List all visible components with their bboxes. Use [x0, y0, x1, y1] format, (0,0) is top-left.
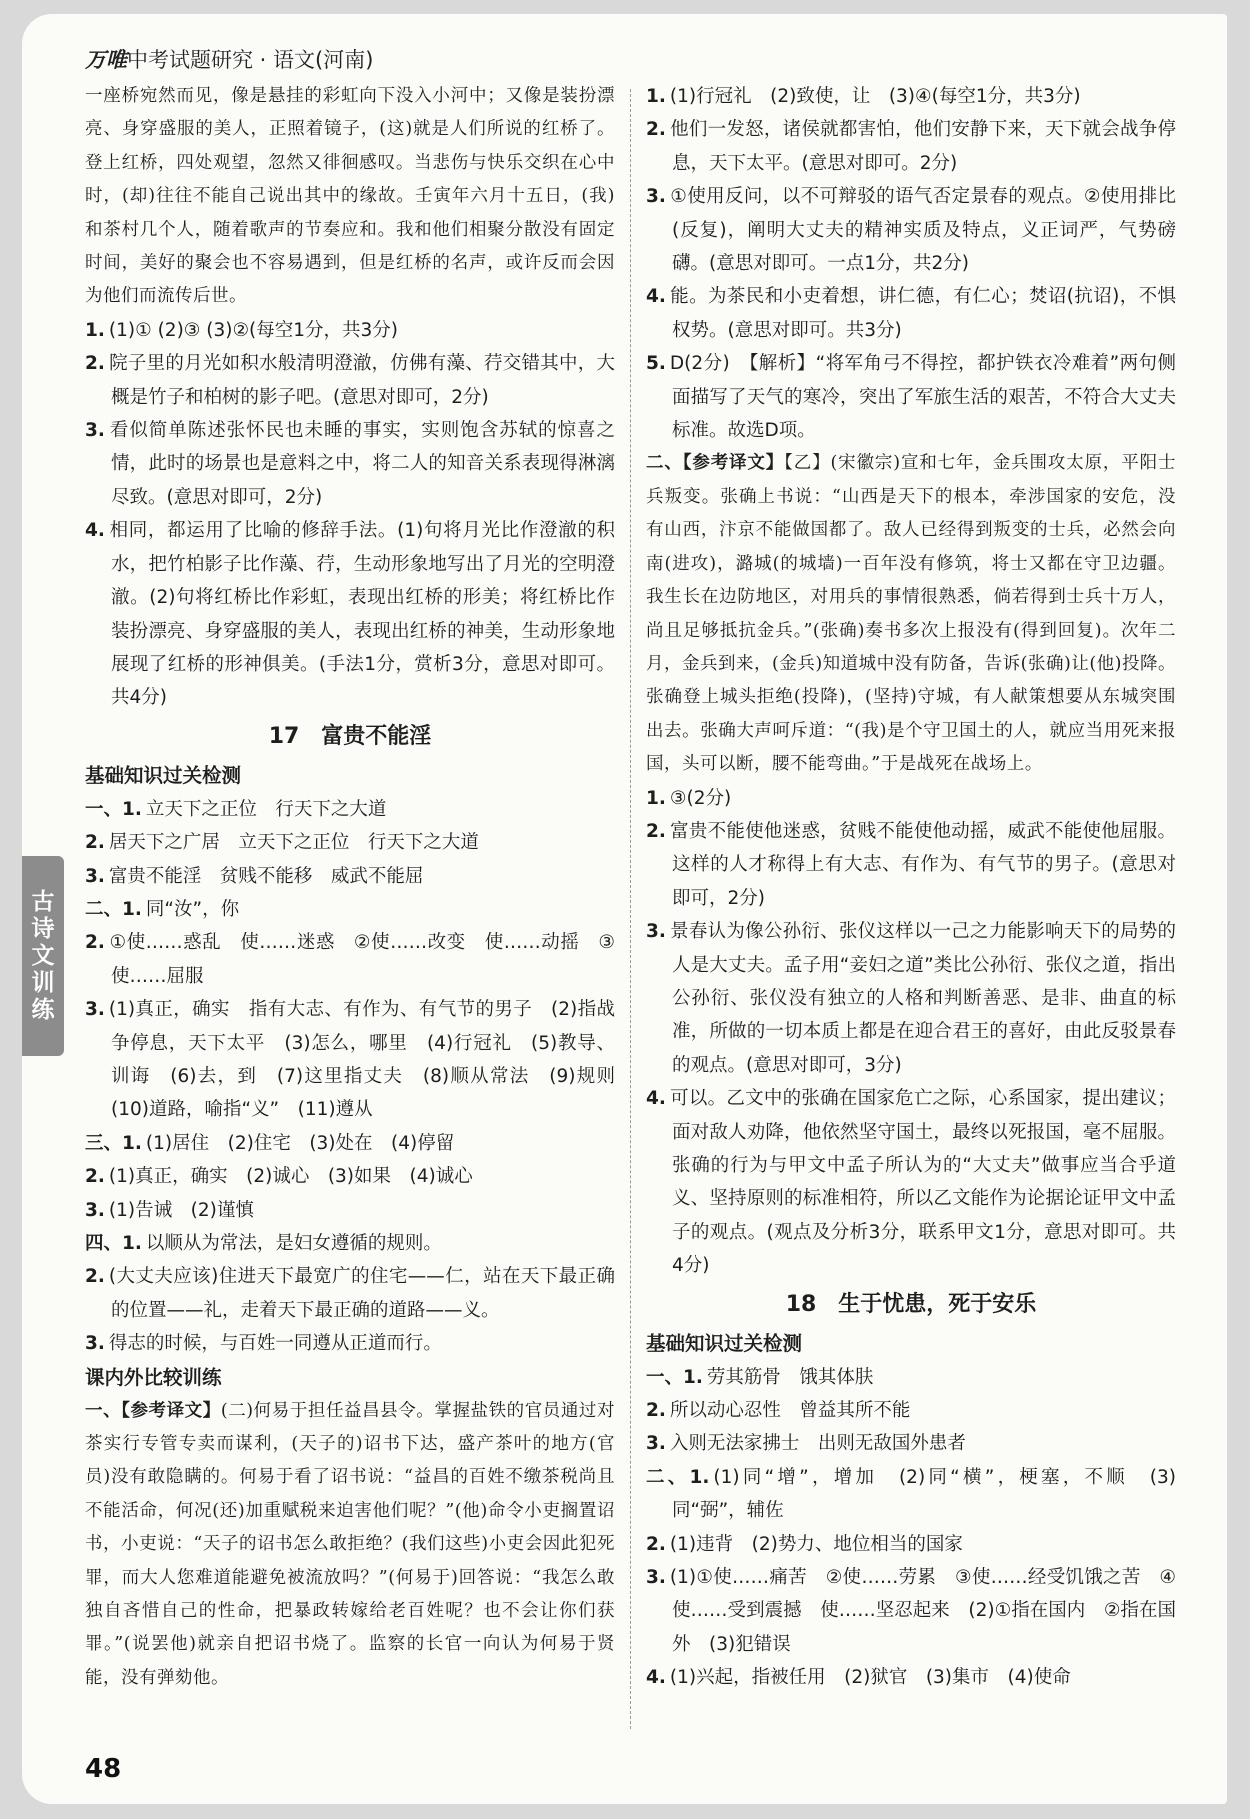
answer-list-17-basic — [85, 793, 634, 1361]
page-number: 48 — [85, 1754, 122, 1784]
answer-item: 1. (1)① (2)③ (3)②(每空1分，共3分) — [85, 319, 399, 341]
section-heading-basic: 基础知识过关检测 — [85, 763, 242, 787]
lesson-title-17: 17 富贵不能淫 — [268, 723, 432, 749]
answer-item: 4. 相同，都运用了比喻的修辞手法。(1)句将月光比作澄澈的积水，把竹柏影子比作藻、荇，生动形象地写出了月光的空明澄澈。(2)句将红桥比作彩虹，表现出红桥的形美；将红桥比作装扮漂亮、身穿盛服的美人，表现出红桥的神美，生动形象地展现了红桥的形神俱美。(手法1分，赏析3分，意思对即可。共4分) — [85, 520, 615, 709]
answer-item: 三、1. (1)居住 (2)住宅 (3)处在 (4)停留 — [85, 1132, 455, 1154]
page-header — [85, 44, 373, 74]
answer-list-16 — [85, 314, 615, 715]
answer-item: 3. 得志的时候，与百姓一同遵从正道而行。 — [85, 1333, 442, 1355]
answer-item: 3. 景春认为像公孙衍、张仪这样以一己之力能影响天下的局势的人是大丈夫。孟子用“妾妇之道”类比公孙衍、张仪之道，指出公孙衍、张仪没有独立的人格和判断善恶、是非、曲直的标准，所做的一切本质上都是在迎合君王的喜好，由此反驳景春的观点。(意思对即可，3分) — [646, 921, 1176, 1076]
translation-tag: 一、【参考译文】 — [85, 1400, 221, 1421]
answer-item: 2. (大丈夫应该)住进天下最宽广的住宅——仁，站在天下最正确的位置——礼，走着天下最正确的道路——义。 — [85, 1266, 615, 1321]
answer-item: 4. (1)兴起，指被任用 (2)狱官 (3)集市 (4)使命 — [646, 1667, 1071, 1689]
answer-item: 3. (1)真正，确实 指有大志、有作为、有气节的男子 (2)指战争停息，天下太平 (3)怎么，哪里 (4)行冠礼 (5)教导、训诲 (6)去，到 (7)这里指丈夫 (8)顺从常法 (9)规则 (10)道路，喻指“义” (11)遵从 — [85, 999, 634, 1121]
answer-list-17-part2 — [646, 782, 1176, 1283]
answer-item: 二、1. (1)同“增”，增加 (2)同“横”，梗塞，不顺 (3)同“弼”，辅佐 — [646, 1466, 1176, 1522]
answer-page — [22, 14, 1227, 1804]
answer-item: 2. 他们一发怒，诸侯就都害怕，他们安静下来，天下就会战争停息，天下太平。(意思对即可。2分) — [646, 119, 1176, 174]
answer-item: 2. 院子里的月光如积水般清明澄澈，仿佛有藻、荇交错其中，大概是竹子和柏树的影子吧。(意思对即可，2分) — [85, 353, 615, 408]
answer-item: 一、1. 劳其筋骨 饿其体肤 — [646, 1366, 874, 1388]
answer-item: 3. (1)①使……痛苦 ②使……劳累 ③使……经受饥饿之苦 ④使……受到震撼 使……坚忍起来 (2)①指在国内 ②指在国外 (3)犯错误 — [646, 1567, 1176, 1655]
answer-list-17-compare — [646, 80, 1176, 447]
answer-item: 2. (1)真正，确实 (2)诚心 (3)如果 (4)诚心 — [85, 1166, 473, 1188]
answer-item: 5. D(2分) 【解析】“将军角弓不得控，都护铁衣冷难着”两句侧面描写了天气的寒冷，突出了军旅生活的艰苦，不符合大丈夫标准。故选D项。 — [646, 353, 1176, 442]
side-tab: 古诗文训练 — [22, 856, 64, 1056]
answer-item: 1. ③(2分) — [646, 787, 732, 809]
answer-item: 1. (1)行冠礼 (2)致使，让 (3)④(每空1分，共3分) — [646, 86, 1081, 107]
book-title: 中考试题研究 · 语文(河南) — [127, 48, 374, 72]
answer-item: 一、1. 立天下之正位 行天下之大道 — [85, 798, 387, 820]
answer-item: 3. 入则无法家拂士 出则无敌国外患者 — [646, 1433, 966, 1455]
answer-item: 4. 可以。乙文中的张确在国家危亡之际，心系国家，提出建议；面对敌人劝降，他依然坚守国土，最终以死报国，毫不屈服。张确的行为与甲文中孟子所认为的“大丈夫”做事应当合乎道义、坚持原则的标准相符，所以乙文能作为论据论证甲文中孟子的观点。(观点及分析3分，联系甲文1分，意思对即可。共4分) — [646, 1088, 1176, 1277]
right-column — [646, 80, 1176, 1695]
lesson-title-18: 18 生于忧患，死于安乐 — [785, 1291, 1037, 1317]
answer-item: 3. ①使用反问，以不可辩驳的语气否定景春的观点。②使用排比(反复)，阐明大丈夫的精神实质及特点，义正词严，气势磅礴。(意思对即可。一点1分，共2分) — [646, 186, 1176, 275]
answer-item: 2. ①使……惑乱 使……迷惑 ②使……改变 使……动摇 ③使……屈服 — [85, 932, 615, 987]
left-column — [85, 80, 634, 1695]
answer-item: 2. (1)违背 (2)势力、地位相当的国家 — [646, 1533, 963, 1555]
column-divider — [630, 89, 631, 1729]
answer-item: 3. (1)告诫 (2)谨慎 — [85, 1199, 254, 1221]
section-heading-basic-18: 基础知识过关检测 — [646, 1331, 803, 1355]
answer-item: 四、1. 以顺从为常法，是妇女遵循的规则。 — [85, 1233, 442, 1254]
answer-item: 2. 所以动心忍性 曾益其所不能 — [646, 1400, 911, 1422]
answer-list-18-basic — [646, 1361, 1176, 1695]
answer-item: 2. 富贵不能使他迷惑，贫贱不能使他动摇，威武不能使他屈服。这样的人才称得上有大志、有作为、有气节的男子。(意思对即可，2分) — [646, 820, 1176, 909]
answer-item: 4. 能。为茶民和小吏着想，讲仁德，有仁心；焚诏(抗诏)，不惧权势。(意思对即可。共3分) — [646, 286, 1176, 341]
translation-continued: 一座桥宛然而见，像是悬挂的彩虹向下没入小河中；又像是装扮漂亮、身穿盛服的美人，正照着镜子，(这)就是人们所说的红桥了。登上红桥，四处观望，忽然又徘徊感叹。当悲伤与快乐交织在心中时，(却)往往不能自己说出其中的缘故。壬寅年六月十五日，(我)和茶村几个人，随着歌声的节奏应和。我和他们相聚分散没有固定时间，美好的聚会也不容易遇到，但是红桥的名声，或许反而会因为他们而流传后世。 — [85, 86, 615, 307]
answer-item: 2. 居天下之广居 立天下之正位 行天下之大道 — [85, 832, 479, 854]
reference-translation-2: 二、【参考译文】【乙】(宋徽宗)宣和七年，金兵围攻太原，平阳士兵叛变。张确上书说：“山西是天下的根本，牵涉国家的安危，没有山西，汴京不能做国都了。敌人已经得到叛变的士兵，必然会向南(进攻)，潞城(的城墙)一百年没有修筑，将士又都在守卫边疆。我生长在边防地区，对用兵的事情很熟悉，倘若得到士兵十万人，尚且足够抵抗金兵。”(张确)奏书多次上报没有(得到回复)。次年二月，金兵到来，(金兵)知道城中没有防备，告诉(张确)让(他)投降。张确登上城头拒绝(投降)，(坚持)守城，有人献策想要从东城突围出去。张确大声呵斥道：“(我)是个守卫国土的人，就应当用死来报国，头可以断，腰不能弯曲。”于是战死在战场上。 — [646, 453, 1177, 775]
brand-logo: 万唯 — [85, 48, 127, 72]
translation-tag: 二、【参考译文】 — [646, 453, 785, 474]
section-heading-compare: 课内外比较训练 — [85, 1365, 222, 1389]
answer-item: 3. 富贵不能淫 贫贱不能移 威武不能屈 — [85, 865, 424, 887]
answer-item: 二、1. 同“汝”，你 — [85, 898, 240, 920]
answer-item: 3. 看似简单陈述张怀民也未睡的事实，实则饱含苏轼的惊喜之情，此时的场景也是意料之中，将二人的知音关系表现得淋漓尽致。(意思对即可，2分) — [85, 420, 615, 508]
reference-translation: 一、【参考译文】(二)何易于担任益昌县令。掌握盐铁的官员通过对茶实行专管专卖而谋利，(天子的)诏书下达，盛产茶叶的地方(官员)没有敢隐瞒的。何易于看了诏书说：“益昌的百姓不缴茶税尚且不能活命，何况(还)加重赋税来迫害他们呢？”(他)命令小吏搁置诏书，小吏说：“天子的诏书怎么敢拒绝？(我们这些)小吏会因此犯死罪，而大人您难道能避免被流放吗？”(何易于)回答说：“我怎么敢独自吝惜自己的性命，把暴政转嫁给老百姓呢？也不会让你们获罪。”(说罢他)就亲自把诏书烧了。监察的长官一向认为何易于贤能，没有弹劾他。 — [85, 1400, 616, 1688]
